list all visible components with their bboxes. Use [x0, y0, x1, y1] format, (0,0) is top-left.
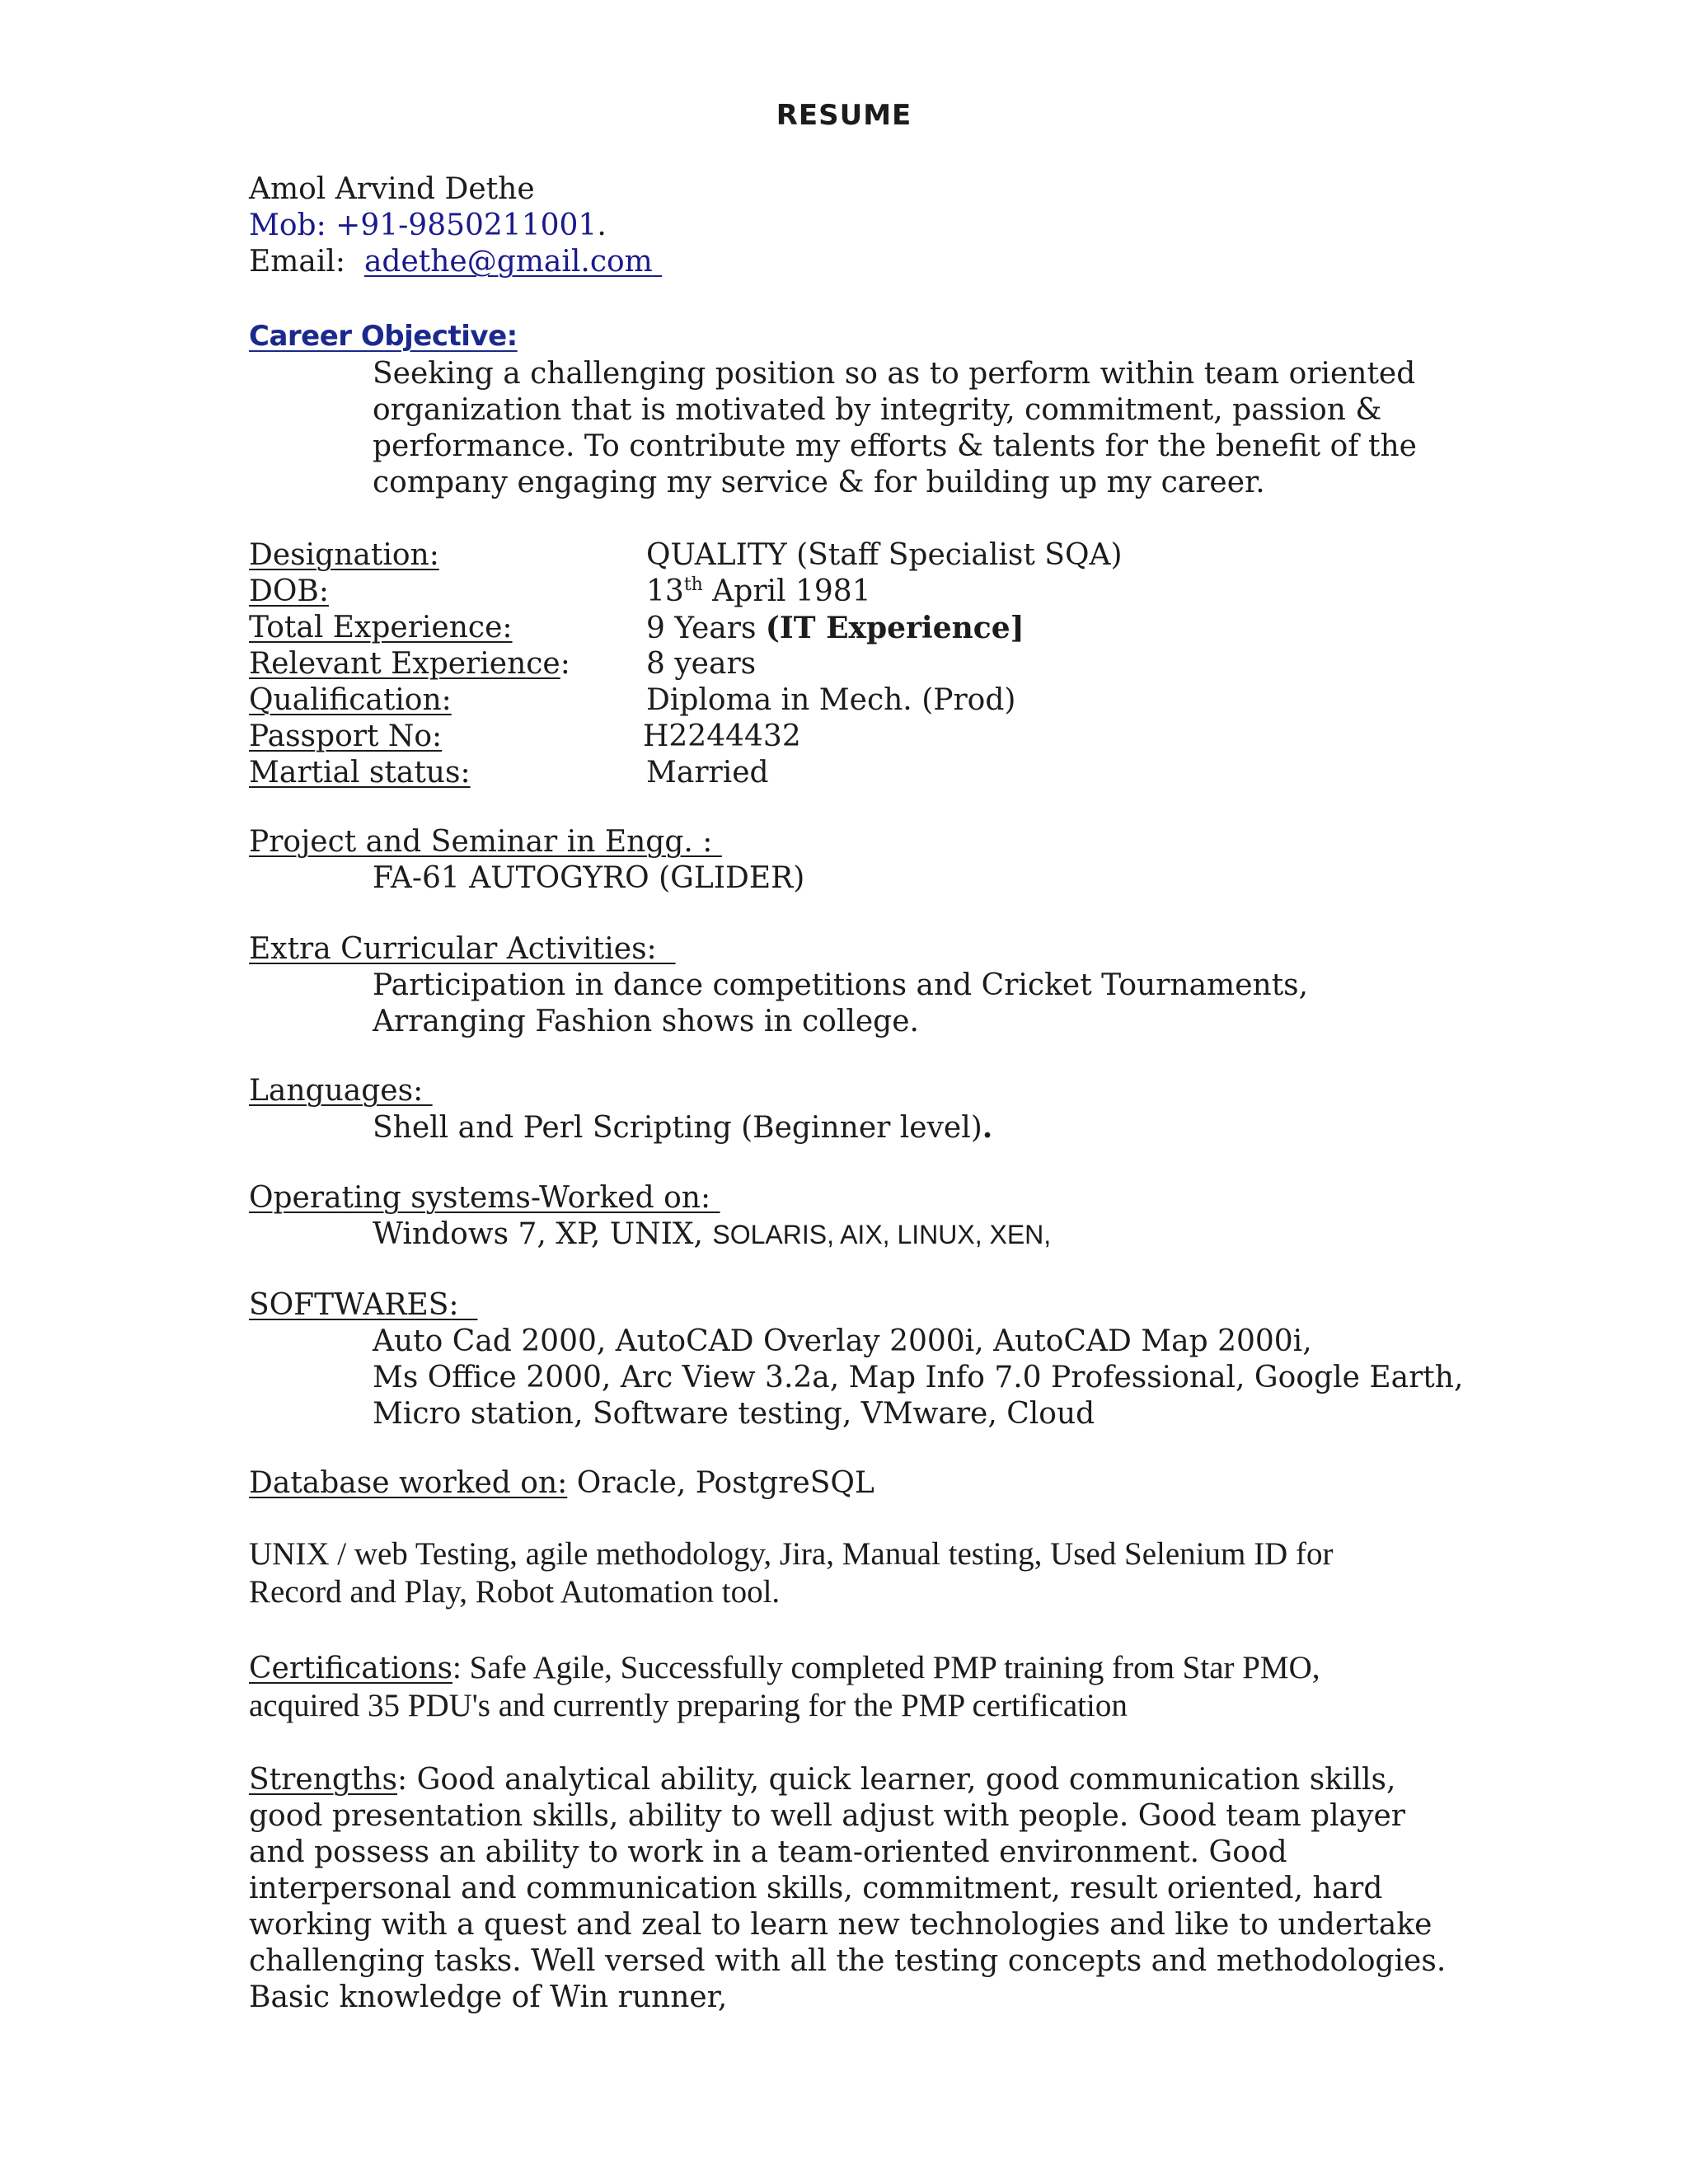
strengths-line-6: challenging tasks. Well versed with all the testing concepts and methodologies.	[249, 1944, 1447, 1978]
extra-curricular-heading: Extra Curricular Activities:	[249, 932, 676, 966]
dob-rest: April 1981	[702, 574, 871, 608]
software-heading: SOFTWARES:	[249, 1288, 478, 1322]
strengths-line-3: and possess an ability to work in a team-oriented environment. Good	[249, 1835, 1287, 1869]
languages-heading: Languages:	[249, 1074, 433, 1108]
passport-label: Passport No:	[249, 719, 443, 753]
dob-day: 13	[646, 574, 684, 608]
os-value-sans: SOLARIS, AIX, LINUX, XEN,	[712, 1220, 1052, 1249]
languages-text: Shell and Perl Scripting (Beginner level)	[373, 1111, 982, 1145]
career-line-2: organization that is motivated by integrity, commitment, passion &	[373, 393, 1382, 427]
marital-status-label: Martial status:	[249, 756, 471, 790]
project-heading: Project and Seminar in Engg. :	[249, 825, 722, 859]
database-value: Oracle, PostgreSQL	[567, 1466, 874, 1500]
dob-value	[646, 574, 871, 610]
qualification-label: Qualification:	[249, 683, 452, 717]
languages-period: .	[982, 1110, 993, 1145]
project-value: FA-61 AUTOGYRO (GLIDER)	[373, 861, 805, 895]
strengths-line-1	[249, 1762, 1395, 1798]
certifications-line-1	[249, 1650, 1320, 1687]
relevant-experience-label	[249, 646, 570, 682]
software-line-2: Ms Office 2000, Arc View 3.2a, Map Info 7.0 Professional, Google Earth,	[373, 1361, 1464, 1394]
career-line-1: Seeking a challenging position so as to perform within team oriented	[373, 357, 1416, 391]
relevant-experience-value: 8 years	[646, 647, 757, 681]
qualification-value: Diploma in Mech. (Prod)	[646, 683, 1016, 717]
strengths-heading: Strengths	[249, 1763, 397, 1797]
database-line	[249, 1465, 874, 1502]
designation-label: Designation:	[249, 538, 439, 572]
page-title: RESUME	[776, 99, 912, 132]
passport-value: H2244432	[643, 719, 801, 753]
strengths-line-5: working with a quest and zeal to learn new technologies and like to undertake	[249, 1908, 1432, 1942]
mobile-period: .	[597, 209, 607, 242]
database-heading: Database worked on:	[249, 1466, 568, 1500]
relevant-experience-text: Relevant Experience	[249, 647, 560, 681]
strengths-line-4: interpersonal and communication skills, commitment, result oriented, hard	[249, 1872, 1383, 1905]
email-link[interactable]: adethe@gmail.com	[363, 245, 653, 279]
career-line-3: performance. To contribute my efforts & talents for the benefit of the	[373, 429, 1417, 463]
os-value	[373, 1216, 1051, 1253]
strengths-text-1: : Good analytical ability, quick learner, good communication skills,	[397, 1763, 1396, 1797]
strengths-line-2: good presentation skills, ability to well adjust with people. Good team player	[249, 1799, 1405, 1833]
career-line-4: company engaging my service & for building up my career.	[373, 466, 1265, 499]
mobile-number: Mob: +91-9850211001	[249, 209, 598, 242]
testing-line-1: UNIX / web Testing, agile methodology, Jira, Manual testing, Used Selenium ID for	[249, 1536, 1334, 1572]
total-experience-years: 9 Years	[646, 612, 766, 645]
testing-line-2: Record and Play, Robot Automation tool.	[249, 1574, 781, 1610]
languages-value	[373, 1109, 992, 1146]
certifications-line-2: acquired 35 PDU's and currently preparing for the PMP certification	[249, 1688, 1128, 1723]
strengths-line-7: Basic knowledge of Win runner,	[249, 1980, 728, 2014]
extra-curricular-line-2: Arranging Fashion shows in college.	[373, 1005, 919, 1038]
email-line	[249, 244, 662, 280]
certifications-heading: Certifications	[249, 1652, 452, 1685]
os-heading: Operating systems-Worked on:	[249, 1181, 720, 1215]
designation-value: QUALITY (Staff Specialist SQA)	[646, 538, 1123, 572]
dob-label: DOB:	[249, 574, 329, 608]
relevant-experience-colon: :	[560, 647, 570, 681]
total-experience-note: (IT Experience]	[765, 611, 1025, 645]
total-experience-label: Total Experience:	[249, 611, 513, 644]
candidate-name: Amol Arvind Dethe	[249, 172, 535, 206]
mobile-line	[249, 208, 607, 244]
total-experience-value	[646, 610, 1025, 647]
certifications-text-1: : Safe Agile, Successfully completed PMP training from Star PMO,	[452, 1650, 1320, 1685]
os-value-serif: Windows 7, XP, UNIX,	[373, 1217, 713, 1251]
software-line-3: Micro station, Software testing, VMware, Cloud	[373, 1397, 1095, 1431]
dob-suffix: th	[683, 574, 703, 595]
marital-status-value: Married	[646, 756, 769, 790]
extra-curricular-line-1: Participation in dance competitions and Cricket Tournaments,	[373, 968, 1309, 1002]
software-line-1: Auto Cad 2000, AutoCAD Overlay 2000i, AutoCAD Map 2000i,	[373, 1324, 1312, 1358]
email-label: Email:	[249, 245, 346, 279]
career-objective-heading: Career Objective:	[249, 320, 518, 353]
